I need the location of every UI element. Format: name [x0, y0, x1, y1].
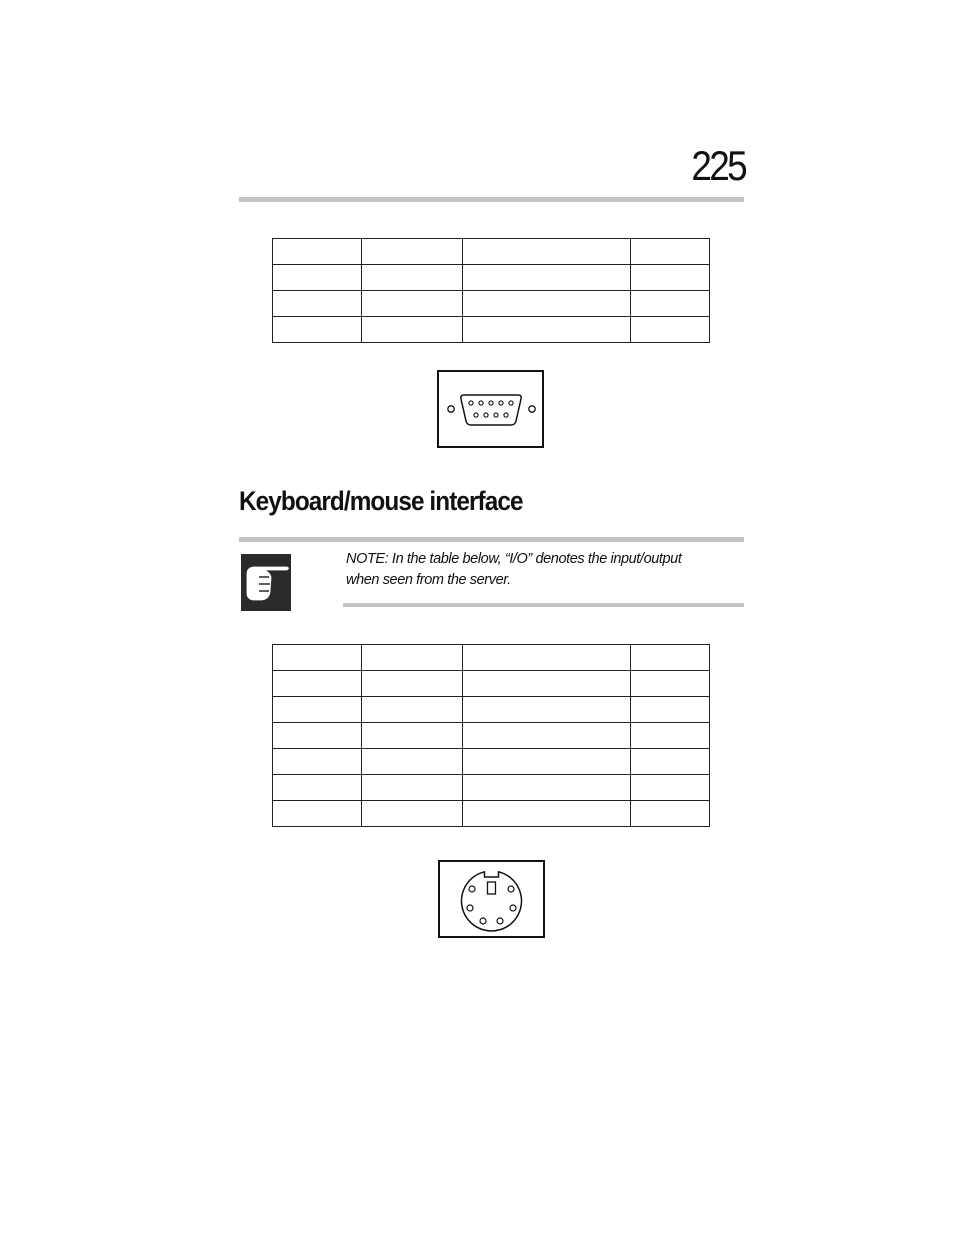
table-cell	[463, 723, 631, 749]
table-cell	[463, 775, 631, 801]
table-cell	[631, 317, 710, 343]
table-cell	[273, 801, 362, 827]
note-line: when seen from the server.	[346, 572, 511, 588]
table-cell	[362, 775, 463, 801]
table-cell	[631, 697, 710, 723]
table-cell	[463, 265, 631, 291]
table-row	[273, 723, 710, 749]
table-cell	[631, 239, 710, 265]
table-row	[273, 265, 710, 291]
pointing-hand-icon	[241, 554, 291, 611]
header-rule	[239, 197, 744, 202]
table-cell	[631, 723, 710, 749]
table-cell	[362, 645, 463, 671]
keyboard-mouse-pinout-table	[272, 644, 710, 827]
table-cell	[463, 239, 631, 265]
keyboard-mouse-connector-figure	[438, 860, 545, 938]
table-cell	[463, 801, 631, 827]
table-row	[273, 645, 710, 671]
mini-din-6-connector-icon	[440, 862, 543, 936]
table-row	[273, 317, 710, 343]
table-cell	[273, 265, 362, 291]
note-rule	[343, 603, 744, 607]
table-row	[273, 775, 710, 801]
table-cell	[463, 697, 631, 723]
table-cell	[631, 801, 710, 827]
table-cell	[273, 775, 362, 801]
note-text	[346, 549, 736, 591]
table-cell	[463, 645, 631, 671]
table-cell	[631, 265, 710, 291]
table-cell	[273, 317, 362, 343]
table-cell	[273, 645, 362, 671]
table-cell	[273, 697, 362, 723]
table-row	[273, 239, 710, 265]
serial-pinout-table	[272, 238, 710, 343]
table-row	[273, 749, 710, 775]
table-cell	[463, 749, 631, 775]
table-cell	[362, 265, 463, 291]
table-cell	[631, 749, 710, 775]
serial-connector-figure	[437, 370, 544, 448]
table-cell	[273, 749, 362, 775]
page-number: 225	[691, 142, 745, 189]
section-heading: Keyboard/mouse interface	[239, 486, 523, 516]
table-row	[273, 671, 710, 697]
table-cell	[362, 723, 463, 749]
table-cell	[463, 671, 631, 697]
table-cell	[631, 645, 710, 671]
table-row	[273, 697, 710, 723]
table-cell	[463, 291, 631, 317]
table-cell	[273, 671, 362, 697]
table-cell	[273, 723, 362, 749]
table-row	[273, 291, 710, 317]
note-line: NOTE: In the table below, “I/O” denotes the input/output	[346, 551, 682, 567]
table-cell	[362, 239, 463, 265]
table-cell	[631, 775, 710, 801]
table-cell	[631, 291, 710, 317]
table-cell	[273, 291, 362, 317]
section-rule	[239, 537, 744, 542]
table-cell	[362, 749, 463, 775]
table-cell	[362, 291, 463, 317]
table-cell	[631, 671, 710, 697]
table-cell	[362, 671, 463, 697]
table-cell	[463, 317, 631, 343]
table-cell	[273, 239, 362, 265]
table-cell	[362, 697, 463, 723]
db9-connector-icon	[439, 372, 542, 446]
table-cell	[362, 317, 463, 343]
table-row	[273, 801, 710, 827]
table-cell	[362, 801, 463, 827]
